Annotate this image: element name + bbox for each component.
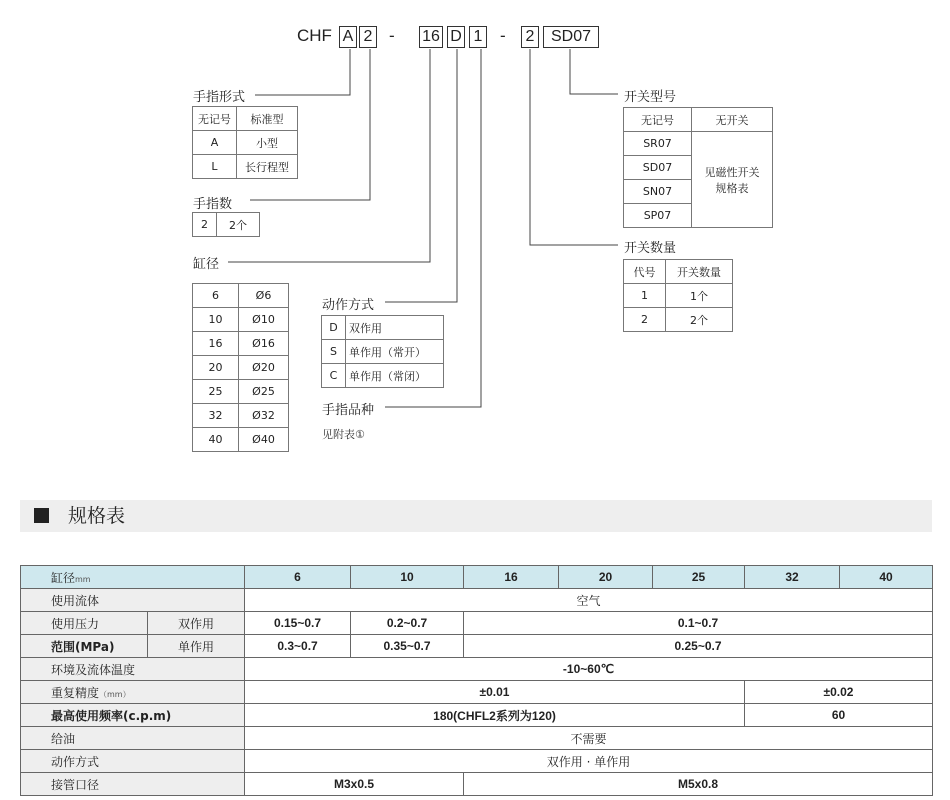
table-cell: 32: [193, 404, 239, 428]
table-row: [322, 340, 444, 364]
table-cell: S: [322, 340, 346, 364]
table-cell: 16: [193, 332, 239, 356]
table-cell: 不需要: [245, 727, 933, 750]
table-row: [21, 589, 933, 612]
table-cell: 10: [193, 308, 239, 332]
table-cell: 环境及流体温度: [21, 658, 245, 681]
table-cell: Ø16: [239, 332, 289, 356]
table-row: [624, 308, 733, 332]
line-switch-count: [530, 49, 618, 245]
bore-unit: mm: [75, 574, 91, 584]
section-marker-icon: [34, 508, 49, 523]
code-box-switch-model: SD07: [543, 26, 599, 48]
table-cell: 长行程型: [237, 155, 298, 179]
table-cell: 2: [624, 308, 666, 332]
table-cell: 6: [245, 566, 351, 589]
table-row: [624, 260, 733, 284]
table-cell: 双作用: [148, 612, 245, 635]
table-row: [193, 107, 298, 131]
table-cell: Ø6: [239, 284, 289, 308]
table-cell: Ø25: [239, 380, 289, 404]
table-cell: 单作用（常闭）: [346, 364, 444, 388]
bore-table: [192, 283, 289, 452]
line-action: [385, 49, 457, 302]
table-cell: 20: [559, 566, 653, 589]
spec-section-header: [20, 500, 932, 532]
table-row: [21, 681, 933, 704]
table-cell: 给油: [21, 727, 245, 750]
table-cell: 范围(MPa): [21, 635, 148, 658]
table-cell: 0.3~0.7: [245, 635, 351, 658]
finger-form-title: 手指形式: [193, 90, 246, 105]
table-cell: SR07: [624, 132, 692, 156]
table-row: [193, 131, 298, 155]
table-row: [322, 364, 444, 388]
table-cell: 双作用: [346, 316, 444, 340]
table-cell: 0.35~0.7: [351, 635, 464, 658]
table-cell: 2个: [217, 213, 260, 237]
table-row: [193, 428, 289, 452]
table-row: [193, 332, 289, 356]
line-switch-model: [570, 49, 618, 94]
table-cell: 单作用（常开）: [346, 340, 444, 364]
switch-model-table: [623, 107, 773, 228]
table-cell: 接管口径: [21, 773, 245, 796]
table-cell: C: [322, 364, 346, 388]
bore-header-cell: [21, 566, 245, 589]
table-cell: Ø40: [239, 428, 289, 452]
table-cell: SD07: [624, 156, 692, 180]
table-row: [193, 308, 289, 332]
table-cell: 6: [193, 284, 239, 308]
table-row: [21, 750, 933, 773]
table-cell: M5x0.8: [464, 773, 933, 796]
table-row: [21, 612, 933, 635]
bore-title: 缸径: [193, 257, 220, 272]
table-row: [193, 356, 289, 380]
table-cell: 10: [351, 566, 464, 589]
action-table: [321, 315, 444, 388]
table-cell: 无记号: [624, 108, 692, 132]
code-box-form: A: [339, 26, 357, 48]
table-row: [21, 658, 933, 681]
table-cell: ±0.02: [745, 681, 933, 704]
table-cell: Ø20: [239, 356, 289, 380]
code-dash: -: [500, 26, 506, 45]
note-line: 见磁性开关: [704, 165, 760, 179]
code-box-count: 2: [359, 26, 377, 48]
table-cell: 40: [840, 566, 933, 589]
code-box-switch-count: 2: [521, 26, 539, 48]
table-row: [624, 132, 773, 156]
table-cell: 标准型: [237, 107, 298, 131]
code-box-variety: 1: [469, 26, 487, 48]
table-cell: 1: [624, 284, 666, 308]
line-finger-form: [255, 49, 350, 95]
table-cell: 60: [745, 704, 933, 727]
table-cell: 代号: [624, 260, 666, 284]
table-cell: 小型: [237, 131, 298, 155]
switch-count-table: [623, 259, 733, 332]
table-cell: ±0.01: [245, 681, 745, 704]
table-cell: D: [322, 316, 346, 340]
table-row: [193, 404, 289, 428]
table-cell: A: [193, 131, 237, 155]
finger-count-title: 手指数: [193, 197, 233, 212]
table-cell: SP07: [624, 204, 692, 228]
table-cell: -10~60℃: [245, 658, 933, 681]
table-cell: SN07: [624, 180, 692, 204]
finger-form-table: [192, 106, 298, 179]
table-cell: 20: [193, 356, 239, 380]
table-cell: Ø10: [239, 308, 289, 332]
table-row: [21, 566, 933, 589]
table-cell: 40: [193, 428, 239, 452]
table-cell: 使用压力: [21, 612, 148, 635]
finger-count-table: [192, 212, 260, 237]
table-row: [193, 213, 260, 237]
code-box-bore: 16: [419, 26, 443, 48]
table-cell: 0.15~0.7: [245, 612, 351, 635]
table-cell: 使用流体: [21, 589, 245, 612]
switch-model-title: 开关型号: [624, 90, 677, 105]
repeat-label: 重复精度: [51, 685, 100, 700]
note-line: 规格表: [715, 181, 749, 195]
table-row: [21, 635, 933, 658]
table-row: [193, 155, 298, 179]
table-cell: 最高使用频率(c.p.m): [21, 704, 245, 727]
bore-label: 缸径: [51, 570, 76, 585]
table-row: [21, 727, 933, 750]
table-row: [322, 316, 444, 340]
action-title: 动作方式: [322, 298, 375, 313]
table-cell: 开关数量: [666, 260, 733, 284]
table-row: [21, 773, 933, 796]
repeat-label-cell: [21, 681, 245, 704]
spec-table: [20, 565, 933, 796]
table-cell: Ø32: [239, 404, 289, 428]
code-box-action: D: [447, 26, 465, 48]
table-cell: 0.2~0.7: [351, 612, 464, 635]
table-row: [193, 284, 289, 308]
switch-count-title: 开关数量: [624, 241, 677, 256]
table-cell: L: [193, 155, 237, 179]
table-cell: 无开关: [692, 108, 773, 132]
table-cell: 2个: [666, 308, 733, 332]
table-cell: 单作用: [148, 635, 245, 658]
table-cell: 0.25~0.7: [464, 635, 933, 658]
table-cell: 32: [745, 566, 840, 589]
table-row: [193, 380, 289, 404]
finger-variety-note: 见附表①: [322, 428, 365, 441]
table-cell: 空气: [245, 589, 933, 612]
finger-variety-title: 手指品种: [322, 403, 375, 418]
table-cell: 无记号: [193, 107, 237, 131]
switch-model-note: [692, 132, 773, 228]
table-cell: 双作用 · 单作用: [245, 750, 933, 773]
table-cell: 16: [464, 566, 559, 589]
code-prefix: CHF: [297, 26, 332, 45]
table-cell: 0.1~0.7: [464, 612, 933, 635]
table-cell: M3x0.5: [245, 773, 464, 796]
table-cell: 2: [193, 213, 217, 237]
table-row: [21, 704, 933, 727]
spec-section-title: 规格表: [68, 505, 126, 527]
table-cell: 动作方式: [21, 750, 245, 773]
table-row: [624, 108, 773, 132]
table-cell: 25: [653, 566, 745, 589]
table-cell: 25: [193, 380, 239, 404]
table-cell: 1个: [666, 284, 733, 308]
code-dash: -: [389, 26, 395, 45]
table-cell: 180(CHFL2系列为120): [245, 704, 745, 727]
table-row: [624, 284, 733, 308]
repeat-unit: （mm）: [99, 689, 131, 699]
